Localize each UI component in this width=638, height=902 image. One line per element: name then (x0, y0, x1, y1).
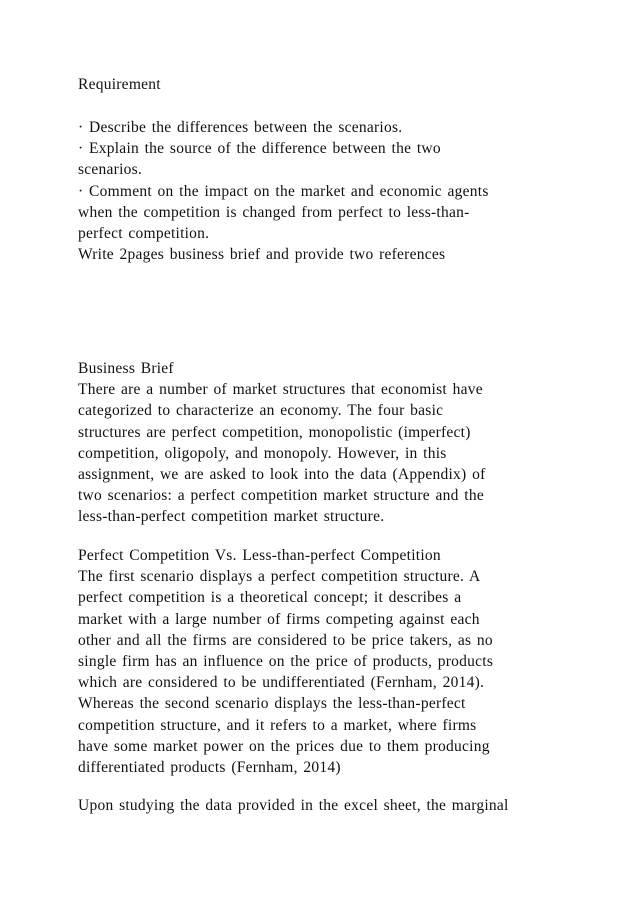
section-heading: Business Brief (78, 360, 174, 377)
bullet-line: scenarios. (78, 161, 143, 179)
comparison-section (78, 545, 598, 778)
text-line: have some market power on the prices due to them producing (78, 737, 490, 755)
text-line: single firm has an influence on the price of products, products (78, 653, 494, 671)
bullet-line: · Explain the source of the difference between the two (78, 140, 441, 158)
text-line: differentiated products (Fernham, 2014) (78, 759, 341, 777)
instruction-line: Write 2pages business brief and provide two references (78, 246, 446, 264)
bullet-line: perfect competition. (78, 225, 210, 243)
business-brief-section (78, 358, 598, 528)
text-line: structures are perfect competition, monopolistic (imperfect) (78, 423, 471, 441)
text-line: two scenarios: a perfect competition market structure and the (78, 487, 484, 505)
text-line: Upon studying the data provided in the excel sheet, the marginal (78, 797, 509, 814)
bullet-line: · Comment on the impact on the market and economic agents (78, 182, 489, 200)
text-line: There are a number of market structures that economist have (78, 381, 483, 399)
closing-paragraph (78, 795, 598, 816)
text-line: other and all the firms are considered to be price takers, as no (78, 631, 493, 649)
section-heading: Perfect Competition Vs. Less-than-perfect Competition (78, 547, 441, 564)
text-line: market with a large number of firms competing against each (78, 610, 480, 628)
text-line: perfect competition is a theoretical concept; it describes a (78, 589, 462, 607)
text-line: Whereas the second scenario displays the less-than-perfect (78, 695, 466, 713)
text-line: competition, oligopoly, and monopoly. However, in this (78, 444, 447, 462)
text-line: categorized to characterize an economy. The four basic (78, 402, 444, 420)
text-line: competition structure, and it refers to a market, where firms (78, 716, 477, 734)
text-line: less-than-perfect competition market structure. (78, 508, 385, 526)
text-line: assignment, we are asked to look into the data (Appendix) of (78, 466, 486, 484)
requirement-heading (78, 74, 598, 95)
requirement-list (78, 117, 598, 265)
text-line: which are considered to be undifferentiated (Fernham, 2014). (78, 674, 485, 692)
bullet-line: when the competition is changed from perfect to less-than- (78, 203, 470, 221)
text-line: Requirement (78, 76, 161, 93)
text-line: The first scenario displays a perfect competition structure. A (78, 568, 481, 586)
bullet-line: · Describe the differences between the scenarios. (78, 119, 403, 136)
